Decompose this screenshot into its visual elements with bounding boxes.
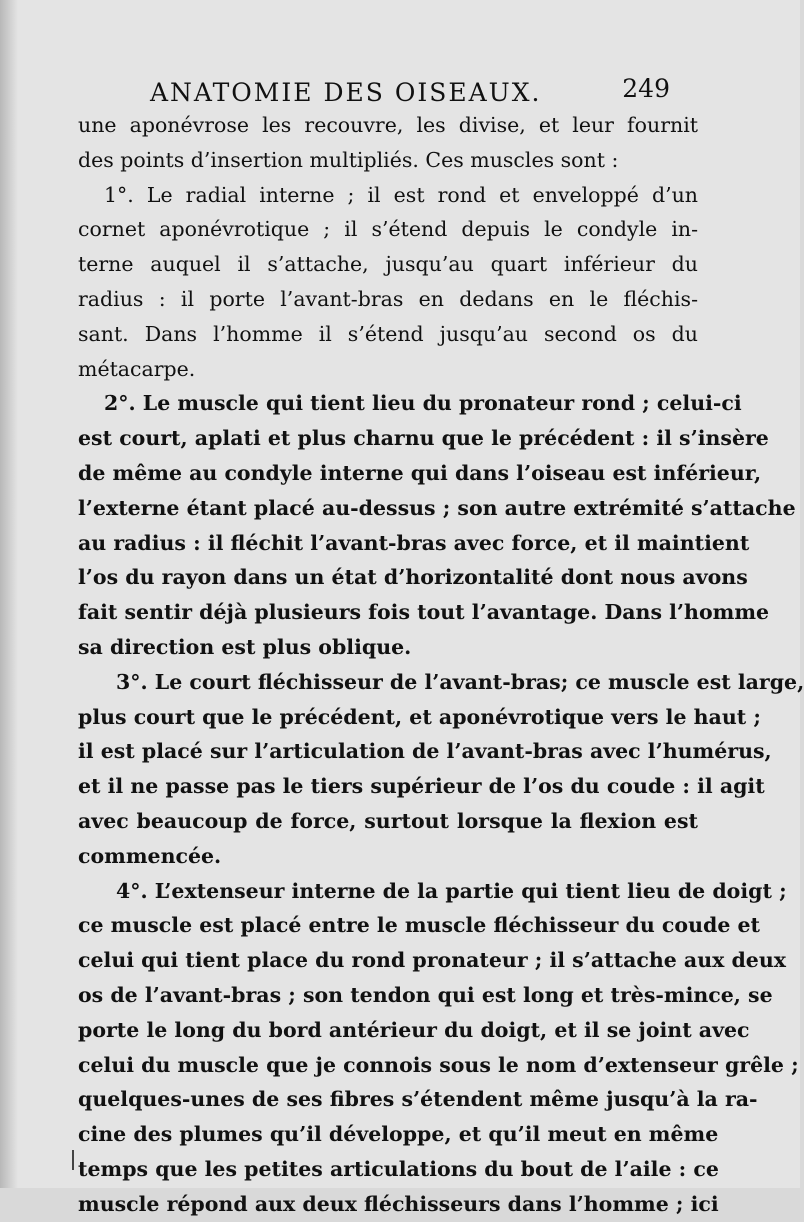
- text-line: l’externe étant placé au-dessus ; son autre extrémité s’attache: [78, 495, 796, 520]
- text-line: cine des plumes qu’il développe, et qu’il meut en même: [78, 1122, 719, 1147]
- text-line: 2°. Le muscle qui tient lieu du pronateur rond ; celui-ci: [104, 391, 742, 416]
- text-line: commencée.: [78, 843, 222, 868]
- text-line: 1°. Le radial interne ; il est rond et enveloppé d’un: [104, 182, 698, 207]
- body-text: [78, 108, 804, 1222]
- text-line: os de l’avant-bras ; son tendon qui est long et très-mince, se: [78, 982, 773, 1007]
- text-line: sa direction est plus oblique.: [78, 634, 412, 659]
- margin-mark: [72, 1150, 74, 1170]
- text-line: quelques-unes de ses fibres s’étendent même jusqu’à la ra-: [78, 1087, 758, 1112]
- text-line: terne auquel il s’attache, jusqu’au quart inférieur du: [78, 252, 698, 277]
- text-line: une aponévrose les recouvre, les divise, et leur fournit: [78, 113, 698, 137]
- text-line: ce muscle est placé entre le muscle fléchisseur du coude et: [78, 913, 761, 938]
- text-line: plus court que le précédent, et aponévrotique vers le haut ;: [78, 704, 761, 729]
- text-line: fait sentir déjà plusieurs fois tout l’avantage. Dans l’homme: [78, 600, 770, 625]
- text-line: l’os du rayon dans un état d’horizontalité dont nous avons: [78, 565, 748, 590]
- text-line: porte le long du bord antérieur du doigt, et il se joint avec: [78, 1017, 750, 1042]
- text-line: 3°. Le court fléchisseur de l’avant-bras; ce muscle est large,: [116, 669, 804, 694]
- text-line: des points d’insertion multipliés. Ces muscles sont :: [78, 147, 619, 172]
- running-title: ANATOMIE DES OISEAUX.: [150, 78, 542, 107]
- text-line: celui du muscle que je connois sous le nom d’extenseur grêle ;: [78, 1052, 799, 1077]
- text-line: 4°. L’extenseur interne de la partie qui tient lieu de doigt ;: [116, 878, 787, 903]
- text-line: temps que les petites articulations du bout de l’aile : ce: [78, 1156, 719, 1181]
- text-line: il est placé sur l’articulation de l’avant-bras avec l’humérus,: [78, 739, 772, 764]
- text-line: de même au condyle interne qui dans l’oiseau est inférieur,: [78, 460, 762, 485]
- text-line: muscle répond aux deux fléchisseurs dans l’homme ; ici: [78, 1191, 719, 1216]
- text-line: celui qui tient place du rond pronateur ; il s’attache aux deux: [78, 948, 786, 973]
- text-line: au radius : il fléchit l’avant-bras avec force, et il maintient: [78, 530, 750, 555]
- text-line: et il ne passe pas le tiers supérieur de l’os du coude : il agit: [78, 774, 765, 799]
- text-line: est court, aplati et plus charnu que le précédent : il s’insère: [78, 426, 769, 451]
- text-line: sant. Dans l’homme il s’étend jusqu’au second os du: [78, 321, 698, 346]
- text-line: cornet aponévrotique ; il s’étend depuis le condyle in-: [78, 217, 698, 242]
- text-line: avec beaucoup de force, surtout lorsque la flexion est: [78, 808, 698, 833]
- text-line: radius : il porte l’avant-bras en dedans en le fléchis-: [78, 286, 698, 311]
- page-number: 249: [622, 74, 670, 103]
- text-line: métacarpe.: [78, 356, 196, 381]
